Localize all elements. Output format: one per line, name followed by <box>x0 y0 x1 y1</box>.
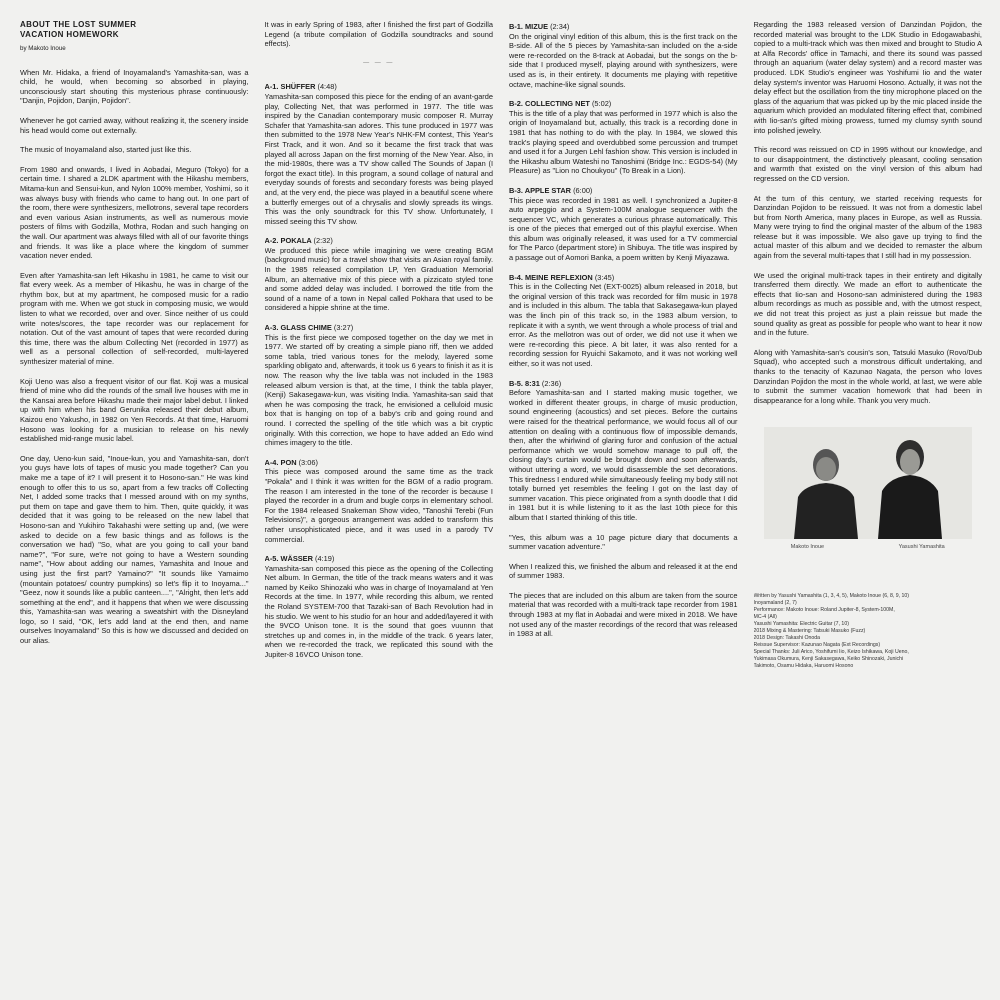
caption-left: Makoto Inoue <box>790 544 825 551</box>
track-title: B-3. APPLE STAR <box>509 185 572 195</box>
paragraph: When I realized this, we finished the album and released it at the end of summer 1983. <box>509 561 738 581</box>
track-title: A-3. GLASS CHIME <box>264 323 332 333</box>
track-title: A-1. SHÜFFER <box>264 82 316 92</box>
credit-line: Inoyamaland (2, 7) <box>753 599 797 606</box>
track-description: Yamashita-san composed this piece as the opening of the Collecting Net album. In German, the title of the track means waters and it was named by Keiko Shinozaki who was in charge of Inoyamaland at Yen Records at the time. In 1977, while recording this album, we rented the Roland SYSTEM-700 that Tazaki-san of Bach Revolution had in his studio. We went to his studio for an hour and added/layered it with the 9VCO Unison tone. It is the sound that goes vuunnn that stretches up and comes in, in the middle of the track. 6 years later, when we re-recorded the track, we replicated this sound with the Jupiter-8 16VCO Unison tone. <box>264 563 493 660</box>
track-heading <box>265 82 494 92</box>
track-heading <box>509 22 738 32</box>
paragraph: Regarding the 1983 released version of Danzindan Pojidon, the recorded material was brought to the LDK Studio in Edogawabashi, copied to a multi-track which was then mixed and brought to Studio A at Alfa Records' office in Tamachi, and there its sound was passed through an aquarium (water delay system) and a record master was produced. LDK Studio's engineer was Yoshifumi Iio and the water delay system's inventor was Haruomi Hosono. Actually, it was not the delay effect but the oscillation from the tiny microphone placed on the glass of the aquarium that was picked up by the mic placed inside the aquarium which provided an modulated filtering effect that, combined with Iio-san's gifted mixing prowess, turned my clumsy synth sound into polished jewelry. <box>753 20 982 135</box>
track-description: This is in the Collecting Net (EXT-0025) album released in 2018, but the original version of this track was recorded for film music in 1978 and is included in this album. The tabla that Sakasegawa-kun played was the linch pin of this track so, in the 1983 album version, to replicate it with a synth, we went through a whole process of trial and error. As the mellotron was out of order, we did not use it when we were re-recording this piece. A bit later, it was also rented for a recording session for Ryuichi Sakamoto, and it was not working well either, so it was not used. <box>509 282 738 368</box>
track-description: This is the title of a play that was performed in 1977 which is also the origin of Inoyamaland but, actually, this track is a recording done in 1981 that has nothing to do with the play. In 1984, we slowed this track's playing speed and overdubbed some percussion and trumpet and used it for a Jurgen Lehl fashion show. This version is included in the Hikashu album Wateshi no Tanoshimi (Bridge Inc.: EGDS-54) (My Pleasure) as "Lion no Choukyou" (To Break in a Lion). <box>509 108 738 176</box>
track-heading <box>509 99 738 109</box>
paragraph: Even after Yamashita-san left Hikashu in 1981, he came to visit our flat every week. As a member of Hikashu, he was in charge of the rhythm box, but at my apartment, he composed music for a radio program with me. When we got stuck in composing music, we would listen to what we recorded, over and over. Since neither of us could write notes/scores, the tape recorder was our replacement for notation. Out of the vast amount of tapes that were recorded during this time, there was the album Collecting Net (recorded in 1977) as well as a personal collection of self-recorded, multi-layered synthesizer material of mine. <box>20 270 249 367</box>
track-title: A-5. WÄSSER <box>264 554 313 564</box>
title-line-2: VACATION HOMEWORK <box>20 30 119 39</box>
portrait-photo <box>764 427 972 539</box>
credit-line: MC-4 (All) <box>753 613 777 620</box>
credits <box>754 593 983 670</box>
track-heading <box>265 236 494 246</box>
paragraph: This record was reissued on CD in 1995 without our knowledge, and to our disappointment, the distinctively pleasant, cooling sensation and warmth that existed on the vinyl version of this album had regressed on the CD version. <box>753 145 982 183</box>
paragraph: Along with Yamashita-san's cousin's son, Tatsuki Masuko (Rovo/Dub Squad), who accepted such a monstrous difficult undertaking, and thanks to the tenacity of Kazunao Nagata, the person who loves Danzindan Pojidon the most in the whole world, at last, we were able to submit the summer vacation homework that had been in disappearance for a long while. Thank you very much. <box>753 347 982 405</box>
credit-line: Takimoto, Osamu Hidaka, Haruomi Hosono <box>753 662 854 669</box>
credit-line: 2018 Mixing & Mastering: Tatsuki Masuko (Fuzz) <box>753 627 866 634</box>
paragraph: We used the original multi-track tapes in their entirety and digitally transferred them directly. We made an effort to authenticate the effects that Iio-san and Hosono-san administered during the 1983 album recordings as much as possible and, with the utmost respect, we did not treat this project as just a plain reissue but made the sound quality as great as possible for people who want to hear it now and in the future. <box>753 270 982 338</box>
track-duration: (3:45) <box>594 272 615 282</box>
credit-line: Yasushi Yamashita: Electric Guitar (7, 10) <box>753 620 849 627</box>
track-description: This piece was recorded in 1981 as well. I synchronized a Jupiter-8 auto arpeggio and a System-100M analogue sequencer with the sequencer VC, which generates a curious phrase automatically. This is one of the pieces that emerged out of this playful exercise. When this album was originally released, it was used for a TV commercial for The Parco (department store) in Shibuya. The title was inspired by a passage out of Aomori Banka, a poem written by Kenji Miyazawa. <box>509 195 738 263</box>
credit-line: Special Thanks: Juli Arico, Yoshifumi Iio, Keizo Ishikawa, Koji Ueno, <box>753 648 909 655</box>
track-duration: (2:36) <box>541 378 562 388</box>
track-description: We produced this piece while imagining we were creating BGM (background music) for a travel show that visits an Asian royal family. In the 1985 released compilation LP, Yen Graduation Memorial Album, an alternative mix of this piece with a pizzicato styled tone and some added delay was included. I borrowed the title from the sound of a name of a town in Nepal called Pokhara that used to be considered a hippie shrine at the time. <box>264 245 493 313</box>
document-title <box>20 20 249 40</box>
track-duration: (4:48) <box>317 82 337 92</box>
paragraph: It was in early Spring of 1983, after I finished the first part of Godzilla Legend (a tribute compilation of Godzilla soundtracks and sound effects). <box>264 20 493 49</box>
track-title: B-5. 8:31 <box>509 378 540 388</box>
track-duration: (2:34) <box>550 22 570 31</box>
track-description: On the original vinyl edition of this album, this is the first track on the B-side. All of the 5 pieces by Yamashita-san included on the a-side were re-recorded on the 8-track at Aobadai, but the songs on the b-side that I produced myself, playing around with synthesizers, were used as is, in their entirety. It documents me playing with repetitive octave, machine-like signal sounds. <box>509 31 738 89</box>
credit-line: Performance: Makoto Inoue: Roland Jupiter-8, System-100M, <box>753 606 895 613</box>
section-separator: — — — <box>363 59 395 66</box>
credit-line: 2018 Design: Takashi Onoda <box>753 634 821 641</box>
paragraph: The music of Inoyamaland also, started just like this. <box>20 145 192 155</box>
track-heading <box>509 186 738 196</box>
photo-captions <box>754 543 983 553</box>
track-duration: (2:32) <box>313 236 333 246</box>
column-1 <box>20 20 249 990</box>
credit-line: Written by Yasushi Yamashita (1, 3, 4, 5), Makoto Inoue (6, 8, 9, 10) <box>753 592 910 599</box>
track-description: Yamashita-san composed this piece for the ending of an avant-garde play, Collecting Net, that was performed in 1977. The title was inspired by the Canadian contemporary music composer R. Murray Schafer that Yamashita-san adores. This tune produced in 1977 was then submitted to the 1978 New Year's NHK-FM contest, This Year's First Track, and it won. And so it became the first track that was played all across Japan on the first morning of the New Year. Also, in the mid-1980s, there was a TV show called The Sounds of Japan (I forgot the exact title). In this program, a sound collage of natural and everyday sounds of forests and secondary forests was being played and, at the very end, the piece was played in a beautiful scene where a butterfly emerges out of a chrysalis and slowly spreads its wings. This was the only soundtrack for this TV show. Unfortunately, I missed seeing this TV show. <box>264 91 493 226</box>
byline: by Makoto Inoue <box>20 45 66 52</box>
paragraph: At the turn of this century, we started receiving requests for Danzindan Pojidon to be reissued. It was not from a domestic label but from North America, many places in Europe, as well as Russia. Many were trying to find the original master of the album of the 1983 release but it was impossible. We also gave up trying to find the actual master of this album and we decided to remaster the album again from the several multi-tapes that I still had in my possession. <box>753 193 982 261</box>
title-line-1: ABOUT THE LOST SUMMER <box>20 20 137 29</box>
track-description: Before Yamashita-san and I started making music together, we worked in different theater groups, in charge of music production, sound engineering (acoustics) and set pieces. Before the curtains were raised for the theatrical performance, we would focus all of our attention on dealing with a continuous flow of impossible demands, then, after the whirlwind of glaring furor and confusion of the actual performance which we would somehow manage to pull off, the closing day's curtain would be brought down and soon afterwards, without uttering a word, we would disassemble the set decorations. This tiredness I endured while simultaneously feeling my body still not totally burned yet resembles the feeling I got on the last day of summer vacation. This piece originated from a synth doodle that I did in 1981 but it is while listening to it as the last 10th piece for this album that I started thinking of this title. <box>509 388 738 522</box>
track-duration: (3:27) <box>333 323 354 333</box>
paragraph: Whenever he got carried away, without realizing it, the scenery inside his head would come out externally. <box>20 115 249 135</box>
column-4 <box>754 20 983 990</box>
portrait-illustration <box>764 427 972 539</box>
track-duration: (6:00) <box>573 185 593 195</box>
track-title: A-4. PON <box>264 457 297 467</box>
track-title: A-2. POKALA <box>264 236 312 246</box>
track-description: This is the first piece we composed together on the day we met in 1977. We started off by creating a simple piano riff, then we added some tabla, tried various tones for the melody, layered some sparkling obligato and, afterwards, it took us 6 years to finish it as it is now. The reason why the live tabla was not included in the 1983 released album version is that, at the time, I think the tabla player, (Kenji) Sakasegawa-kun, was visiting India. Yamashita-san said that when he was composing the track, he envisioned a celluloid music box that is hanging on top of a baby's crib and going round and round. I corrected the spelling of the title which was a bit cryptic originally. With this correction, we hope to have added an Edo wind chimes imagery to the title. <box>264 332 493 448</box>
track-heading <box>265 458 494 468</box>
quote: "Yes, this album was a 10 page picture diary that documents a summer vacation adventure." <box>509 532 738 552</box>
track-title: B-1. MIZUE <box>509 22 549 31</box>
paragraph: One day, Ueno-kun said, "Inoue-kun, you and Yamashita-san, don't you guys have lots of tapes of music you made together? Can you make me a tape of it? I will present it to Hosono-san." He was kind enough to offer this to us so, apart from a few tracks off Collecting Net, I added some tracks that I messed around with on my synths, put them on tape and gave them to him. Then, quite quickly, it was decided that it was going to be released on the new label that Hosono-san and Yukihiro Takahashi were setting up and, (we were asked to decide on a few basic things and as follows is the conversation we had) "So, what are you going to call your band name?", "For sure, we're not going to have a Western sounding name", "How about adding our names, Yamashita and Inoue and using just the first part? Yamaino?" "It sounds like Yamaimo (mountain potatoes/ country pumpkins) so let's flip it to Inoyama..." "Geez, now it sounds like a public canteen....", "Alright, then let's add something at the end", and it happens that when we were discussing this, Yamashita-san was wearing a sweatshirt with the Disneyland logo, so I said, "OK, let's add land at the end then, and name ourselves Inoyamaland" So this is how we discussed and decided on our alias. <box>20 453 249 646</box>
track-duration: (4:19) <box>315 554 335 564</box>
track-heading <box>265 323 494 333</box>
track-duration: (3:06) <box>298 457 318 467</box>
track-title: B-2. COLLECTING NET <box>509 99 590 109</box>
track-title: B-4. MEINE REFLEXION <box>509 272 593 282</box>
paragraph: From 1980 and onwards, I lived in Aobadai, Meguro (Tokyo) for a certain time. I shared a 2LDK apartment with the Hikashu members, Mitama-kun and Sensui-kun, and Nylon 100% member, Yoshimi, so it was always busy with friends who came to hang out. In one part of the room, there were synthesizers, mellotrons, several tape recorders and even various Asian instruments, as well as numerous movie posters of films with Godzilla, Mothra, Rodan and such hanging on the wall. Our apartment was always filled with all of our favorite things and friends. It was like a place where the kingdom of summer vacation never ended. <box>20 164 249 261</box>
paragraph: Koji Ueno was also a frequent visitor of our flat. Koji was a musical friend of mine who did the rounds of the small live houses with me in the Kansai area before Hikashu made their major label debut. I linked up with him when his band Gerunika released their debut album, Kaizou eno Yakusho, in 1982 on Yen Records. At that time, Haruomi Hosono was looking for a musician to release on his newly established mid-range music label. <box>20 376 249 444</box>
track-heading <box>509 379 738 389</box>
track-heading <box>265 554 494 564</box>
track-description: This piece was composed around the same time as the track "Pokala" and I think it was written for the BGM of a radio program. The reason I am interested in the tone of the recorder is because I played the recorder in a drum and bugle corps in elementary school. For the 1984 released Snakeman Show video, "Tanoshii Terebi (Fun Televisions)", a gorgeous arrangement was added to transform this rather unsophisticated piece, and it was used in a parody TV commercial. <box>264 467 493 544</box>
caption-right: Yasushi Yamashita <box>898 544 945 551</box>
track-duration: (5:02) <box>591 99 612 109</box>
column-3 <box>509 20 738 990</box>
credit-line: Yukimasa Okumura, Kenji Sakasegawa, Keiko Shinozaki, Junichi <box>753 655 904 662</box>
credit-line: Reissue Supervisor: Kazunao Nagata (Ext Recordings) <box>753 641 881 648</box>
column-2 <box>265 20 494 990</box>
track-heading <box>509 273 738 283</box>
paragraph: The pieces that are included on this album are taken from the source material that was recorded with a multi-track tape recorder from 1981 through 1983 at my flat in Aobadai and were mixed in 2018. We have not used any of the master recordings of the record that was released in 1983 at all. <box>509 590 738 639</box>
paragraph: When Mr. Hidaka, a friend of Inoyamaland's Yamashita-san, was a child, he would, when becoming so absorbed in playing, unconsciously start shouting this mysterious phrase continuously: "Danjin, Pojidon, Danjin, Pojidon". <box>20 67 249 106</box>
